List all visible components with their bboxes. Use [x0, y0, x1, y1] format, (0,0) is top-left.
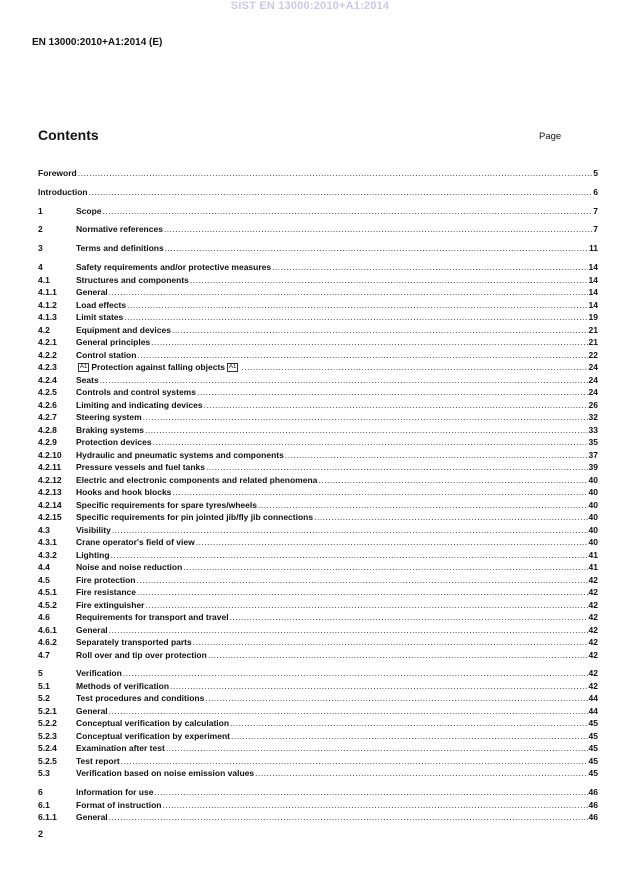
- toc-entry[interactable]: [38, 511, 598, 523]
- toc-entry[interactable]: [38, 499, 598, 511]
- dot-leader: [124, 311, 587, 323]
- dot-leader: [208, 649, 588, 661]
- toc-entry-number: 4.2.4: [38, 374, 57, 385]
- toc-entry-number: 4.2.12: [38, 474, 62, 485]
- toc-entry-page: 22: [588, 349, 598, 360]
- toc-entry[interactable]: [38, 411, 598, 423]
- toc-entry-number: 5.2.2: [38, 718, 57, 728]
- dot-leader: [164, 223, 592, 235]
- toc-entry-title: General principles: [76, 337, 151, 347]
- toc-entry[interactable]: [38, 742, 598, 754]
- toc-entry-number: 4.2: [38, 324, 50, 335]
- toc-entry-number: 3: [38, 243, 43, 253]
- toc-entry[interactable]: [38, 349, 598, 361]
- toc-entry-number: 4.2.11: [38, 462, 62, 472]
- toc-entry-page: 14: [588, 299, 598, 310]
- toc-entry-number: 6.1.1: [38, 812, 57, 822]
- toc-entry-title: Fire resistance: [76, 587, 137, 597]
- toc-entry-title: Fire extinguisher: [76, 599, 145, 610]
- toc-entry-page: 41: [588, 549, 598, 560]
- toc-entry-number: 4.2.1: [38, 337, 57, 347]
- toc-entry-number: 4.5.1: [38, 587, 57, 597]
- toc-entry-title: Verification: [76, 668, 122, 678]
- toc-entry-title: Format of instruction: [76, 799, 162, 810]
- dot-leader: [143, 411, 588, 423]
- dot-leader: [196, 536, 588, 548]
- watermark: SIST EN 13000:2010+A1:2014: [230, 0, 390, 12]
- toc-entry-title: Specific requirements for pin jointed jib/fly jib connections: [76, 512, 314, 522]
- dot-leader: [154, 786, 587, 798]
- toc-entry-number: 4.2.3: [38, 362, 57, 372]
- toc-entry-number: 4.3.1: [38, 537, 57, 547]
- dot-leader: [89, 186, 593, 198]
- toc-entry-title: Verification based on noise emission values: [76, 768, 255, 778]
- toc-entry-number: 4.2.13: [38, 487, 62, 497]
- toc-entry-page: 6: [593, 187, 598, 197]
- toc-entry-page: 40: [588, 487, 598, 497]
- dot-leader: [230, 717, 587, 729]
- toc-entry-number: 4.6.1: [38, 624, 57, 635]
- toc-entry-number: 5: [38, 668, 43, 678]
- dot-leader: [151, 336, 587, 348]
- toc-entry[interactable]: [38, 649, 598, 661]
- dot-leader: [111, 549, 588, 561]
- page-column-label: Page: [539, 131, 562, 142]
- dot-leader: [165, 242, 588, 254]
- toc-entry[interactable]: [38, 361, 598, 373]
- toc-entry[interactable]: [38, 786, 598, 798]
- toc-entry-page: 40: [588, 499, 598, 510]
- dot-leader: [145, 424, 587, 436]
- toc-entry[interactable]: [38, 811, 598, 823]
- toc-entry-title: General: [76, 624, 108, 635]
- toc-entry[interactable]: [38, 386, 598, 398]
- toc-entry-title: Braking systems: [76, 424, 145, 435]
- toc-entry[interactable]: [38, 692, 598, 704]
- dot-leader: [137, 574, 588, 586]
- toc-entry[interactable]: [38, 549, 598, 561]
- toc-entry[interactable]: [38, 223, 598, 235]
- toc-entry-page: 42: [588, 624, 598, 635]
- toc-entry-title: Conceptual verification by calculation: [76, 718, 230, 728]
- toc-entry[interactable]: [38, 667, 598, 679]
- toc-entry-number: 4.6.2: [38, 637, 57, 647]
- toc-entry-page: 40: [588, 512, 598, 522]
- toc-entry-page: 11: [589, 243, 598, 253]
- dot-leader: [78, 167, 593, 179]
- toc-entry-title: Limiting and indicating devices: [76, 399, 203, 410]
- toc-entry-page: 7: [593, 206, 598, 216]
- toc-entry-page: 19: [588, 312, 598, 322]
- toc-entry-title: Roll over and tip over protection: [76, 649, 207, 660]
- toc-entry-number: 4.6: [38, 612, 50, 622]
- toc-entry-title: Normative references: [76, 224, 163, 234]
- toc-entry[interactable]: [38, 624, 598, 636]
- toc-entry-number: 4.7: [38, 649, 50, 660]
- toc-entry[interactable]: [38, 311, 598, 323]
- toc-entry-number: 4.1.3: [38, 312, 57, 322]
- toc-entry[interactable]: [38, 286, 598, 298]
- toc-entry-number: 4.1: [38, 274, 50, 285]
- toc-entry-page: 45: [588, 730, 598, 741]
- toc-entry-title: Electric and electronic components and related phenomena: [76, 474, 318, 485]
- page-number: 2: [38, 829, 44, 839]
- dot-leader: [153, 436, 588, 448]
- dot-leader: [109, 286, 588, 298]
- toc-entry-number: 4.4: [38, 562, 50, 572]
- toc-entry[interactable]: [38, 436, 598, 448]
- toc-entry-page: 45: [588, 718, 598, 728]
- toc-entry[interactable]: [38, 274, 598, 286]
- document-identifier: EN 13000:2010+A1:2014 (E): [32, 37, 163, 48]
- dot-leader: [258, 499, 588, 511]
- toc-entry-title: Test report: [76, 755, 120, 766]
- toc-entry-title: Foreword: [38, 168, 77, 178]
- toc-entry-title: Limit states: [76, 312, 124, 322]
- toc-entry-page: 14: [588, 274, 598, 285]
- dot-leader: [109, 624, 588, 636]
- dot-leader: [197, 386, 588, 398]
- toc-entry-number: 4.5: [38, 574, 50, 585]
- amendment-start-icon: A1: [80, 364, 88, 371]
- toc-entry-page: 46: [588, 799, 598, 810]
- toc-entry-page: 41: [588, 562, 598, 572]
- toc-entry-title: Steering system: [76, 412, 142, 422]
- toc-entry[interactable]: [38, 636, 598, 648]
- toc-entry[interactable]: [38, 767, 598, 779]
- toc-entry-title: Controls and control systems: [76, 387, 196, 397]
- toc-entry-page: 45: [588, 743, 598, 753]
- dot-leader: [170, 680, 587, 692]
- toc-entry-page: 39: [588, 462, 598, 472]
- toc-entry-title: Load effects: [76, 299, 127, 310]
- toc-entry-page: 40: [588, 474, 598, 485]
- dot-leader: [109, 705, 588, 717]
- toc-entry-number: 5.2: [38, 693, 50, 703]
- toc-entry-title: Hooks and hook blocks: [76, 487, 172, 497]
- toc-entry[interactable]: [38, 536, 598, 548]
- dot-leader: [183, 561, 587, 573]
- dot-leader: [123, 667, 588, 679]
- dot-leader: [121, 755, 588, 767]
- toc-entry[interactable]: [38, 474, 598, 486]
- toc-entry-title: Protection devices: [76, 437, 152, 447]
- dot-leader: [255, 767, 587, 779]
- toc-entry-title: Terms and definitions: [76, 243, 164, 253]
- toc-entry-number: 4.2.6: [38, 399, 57, 410]
- toc-entry-number: 4.2.5: [38, 387, 57, 397]
- dot-leader: [112, 524, 588, 536]
- toc-entry-number: 4.2.7: [38, 412, 57, 422]
- toc-entry[interactable]: [38, 586, 598, 598]
- toc-entry-number: 5.2.3: [38, 730, 57, 741]
- dot-leader: [166, 742, 588, 754]
- toc-entry[interactable]: [38, 424, 598, 436]
- dot-leader: [272, 261, 587, 273]
- toc-entry-page: 45: [588, 768, 598, 778]
- dot-leader: [241, 361, 587, 373]
- toc-entry-number: 5.2.4: [38, 743, 57, 753]
- toc-entry-number: 4.2.10: [38, 449, 62, 460]
- toc-entry[interactable]: [38, 461, 598, 473]
- toc-entry-page: 42: [588, 599, 598, 610]
- toc-entry[interactable]: [38, 299, 598, 311]
- toc-entry-title: Equipment and devices: [76, 324, 171, 335]
- toc-entry-number: 5.2.1: [38, 705, 57, 716]
- toc-entry-page: 26: [588, 399, 598, 410]
- dot-leader: [206, 461, 588, 473]
- toc-entry[interactable]: [38, 574, 598, 586]
- toc-entry-page: 42: [588, 680, 598, 691]
- toc-entry-title: General: [76, 705, 108, 716]
- dot-leader: [318, 474, 587, 486]
- dot-leader: [190, 274, 588, 286]
- toc-entry-title: General: [76, 812, 108, 822]
- amendment-end-icon: A1: [229, 364, 237, 371]
- toc-entry-title: Noise and noise reduction: [76, 562, 183, 572]
- toc-entry-number: 5.1: [38, 680, 50, 691]
- toc-entry-title: [76, 361, 240, 373]
- toc-entry-page: 24: [588, 374, 598, 385]
- toc-entry-page: 46: [588, 812, 598, 822]
- dot-leader: [172, 324, 588, 336]
- toc-entry-page: 33: [588, 424, 598, 435]
- dot-leader: [109, 811, 588, 823]
- toc-entry-page: 5: [593, 168, 598, 178]
- toc-entry-title: Scope: [76, 206, 102, 216]
- toc-entry-number: 5.2.5: [38, 755, 57, 766]
- toc-entry-title: Pressure vessels and fuel tanks: [76, 462, 205, 472]
- dot-leader: [193, 636, 588, 648]
- toc-entry[interactable]: [38, 717, 598, 729]
- toc-entry[interactable]: [38, 374, 598, 386]
- toc-entry-title: Control station: [76, 349, 137, 360]
- dot-leader: [314, 511, 587, 523]
- toc-entry[interactable]: [38, 599, 598, 611]
- toc-entry[interactable]: [38, 205, 598, 217]
- toc-entry-title: Requirements for transport and travel: [76, 612, 229, 622]
- toc-entry-title: Structures and components: [76, 274, 189, 285]
- toc-entry[interactable]: [38, 399, 598, 411]
- page-title: Contents: [38, 127, 99, 143]
- toc-entry[interactable]: [38, 730, 598, 742]
- toc-entry-page: 21: [588, 337, 598, 347]
- toc-entry-title-text: Protection against falling objects: [91, 362, 226, 372]
- toc-entry-number: 6: [38, 787, 43, 797]
- dot-leader: [137, 586, 588, 598]
- toc-entry-number: 4.1.1: [38, 287, 57, 297]
- toc-entry[interactable]: [38, 449, 598, 461]
- toc-entry-page: 42: [588, 668, 598, 678]
- toc-entry-number: 4.2.9: [38, 437, 57, 447]
- dot-leader: [100, 374, 588, 386]
- toc-entry-number: 6.1: [38, 799, 50, 810]
- toc-entry-title: Examination after test: [76, 743, 165, 753]
- dot-leader: [127, 299, 587, 311]
- toc-entry[interactable]: [38, 486, 598, 498]
- toc-entry-number: 4: [38, 262, 43, 272]
- toc-entry-page: 37: [588, 449, 598, 460]
- toc-entry-page: 40: [588, 537, 598, 547]
- dot-leader: [285, 449, 588, 461]
- toc-entry-title: Seats: [76, 374, 99, 385]
- toc-entry-page: 7: [593, 224, 598, 234]
- toc-entry-number: 4.2.2: [38, 349, 57, 360]
- toc-entry[interactable]: [38, 799, 598, 811]
- toc-entry-title: Specific requirements for spare tyres/wheels: [76, 499, 257, 510]
- toc-entry-title: Test procedures and conditions: [76, 693, 205, 703]
- toc-entry-title: Introduction: [38, 187, 88, 197]
- dot-leader: [103, 205, 593, 217]
- dot-leader: [172, 486, 587, 498]
- toc-entry-number: 4.2.14: [38, 499, 62, 510]
- toc-entry-page: 21: [588, 324, 598, 335]
- dot-leader: [204, 399, 588, 411]
- toc-entry-number: 2: [38, 224, 43, 234]
- toc-entry-number: 5.3: [38, 768, 50, 778]
- toc-entry[interactable]: [38, 336, 598, 348]
- toc-entry-page: 24: [588, 387, 598, 397]
- toc-entry-title: Fire protection: [76, 574, 136, 585]
- toc-entry-page: 35: [588, 437, 598, 447]
- toc-entry-title: Hydraulic and pneumatic systems and components: [76, 449, 284, 460]
- toc-entry-page: 14: [588, 287, 598, 297]
- toc-entry-title: Conceptual verification by experiment: [76, 730, 230, 741]
- toc-entry[interactable]: [38, 755, 598, 767]
- toc-entry-page: 14: [588, 262, 598, 272]
- toc-entry-title: Visibility: [76, 524, 111, 535]
- toc-entry-number: 4.1.2: [38, 299, 57, 310]
- dot-leader: [205, 692, 587, 704]
- dot-leader: [231, 730, 588, 742]
- toc-entry-number: 4.3.2: [38, 549, 57, 560]
- toc-entry-number: 4.5.2: [38, 599, 57, 610]
- toc-entry-page: 42: [588, 637, 598, 647]
- toc-entry-title: Safety requirements and/or protective measures: [76, 262, 272, 272]
- dot-leader: [162, 799, 587, 811]
- toc-entry-page: 45: [588, 755, 598, 766]
- toc-entry-title: Lighting: [76, 549, 110, 560]
- toc-entry[interactable]: [38, 524, 598, 536]
- toc-entry-page: 44: [588, 705, 598, 716]
- toc-entry-page: 32: [588, 412, 598, 422]
- toc-entry[interactable]: [38, 324, 598, 336]
- toc-entry[interactable]: [38, 167, 598, 179]
- toc-entry-title: Information for use: [76, 787, 154, 797]
- toc-entry-page: 42: [588, 649, 598, 660]
- toc-entry[interactable]: [38, 186, 598, 198]
- dot-leader: [230, 611, 588, 623]
- toc-entry-page: 42: [588, 612, 598, 622]
- toc-entry[interactable]: [38, 611, 598, 623]
- toc-entry-title: Separately transported parts: [76, 637, 192, 647]
- toc-entry-page: 42: [588, 574, 598, 585]
- toc-entry-page: 44: [588, 693, 598, 703]
- toc-entry-page: 24: [588, 362, 598, 372]
- toc-entry[interactable]: [38, 561, 598, 573]
- toc-entry-title: Methods of verification: [76, 680, 170, 691]
- toc-entry-number: 1: [38, 206, 43, 216]
- toc-entry-title: General: [76, 287, 108, 297]
- toc-entry-page: 40: [588, 524, 598, 535]
- toc-entry-page: 42: [588, 587, 598, 597]
- toc-entry[interactable]: [38, 680, 598, 692]
- toc-entry-page: 46: [588, 787, 598, 797]
- toc-entry[interactable]: [38, 242, 598, 254]
- toc-entry-number: 4.3: [38, 524, 50, 535]
- dot-leader: [137, 349, 587, 361]
- toc-entry-number: 4.2.15: [38, 512, 62, 522]
- toc-entry[interactable]: [38, 261, 598, 273]
- dot-leader: [146, 599, 588, 611]
- toc-entry-title: Crane operator's field of view: [76, 537, 195, 547]
- toc-entry[interactable]: [38, 705, 598, 717]
- toc-entry-number: 4.2.8: [38, 424, 57, 435]
